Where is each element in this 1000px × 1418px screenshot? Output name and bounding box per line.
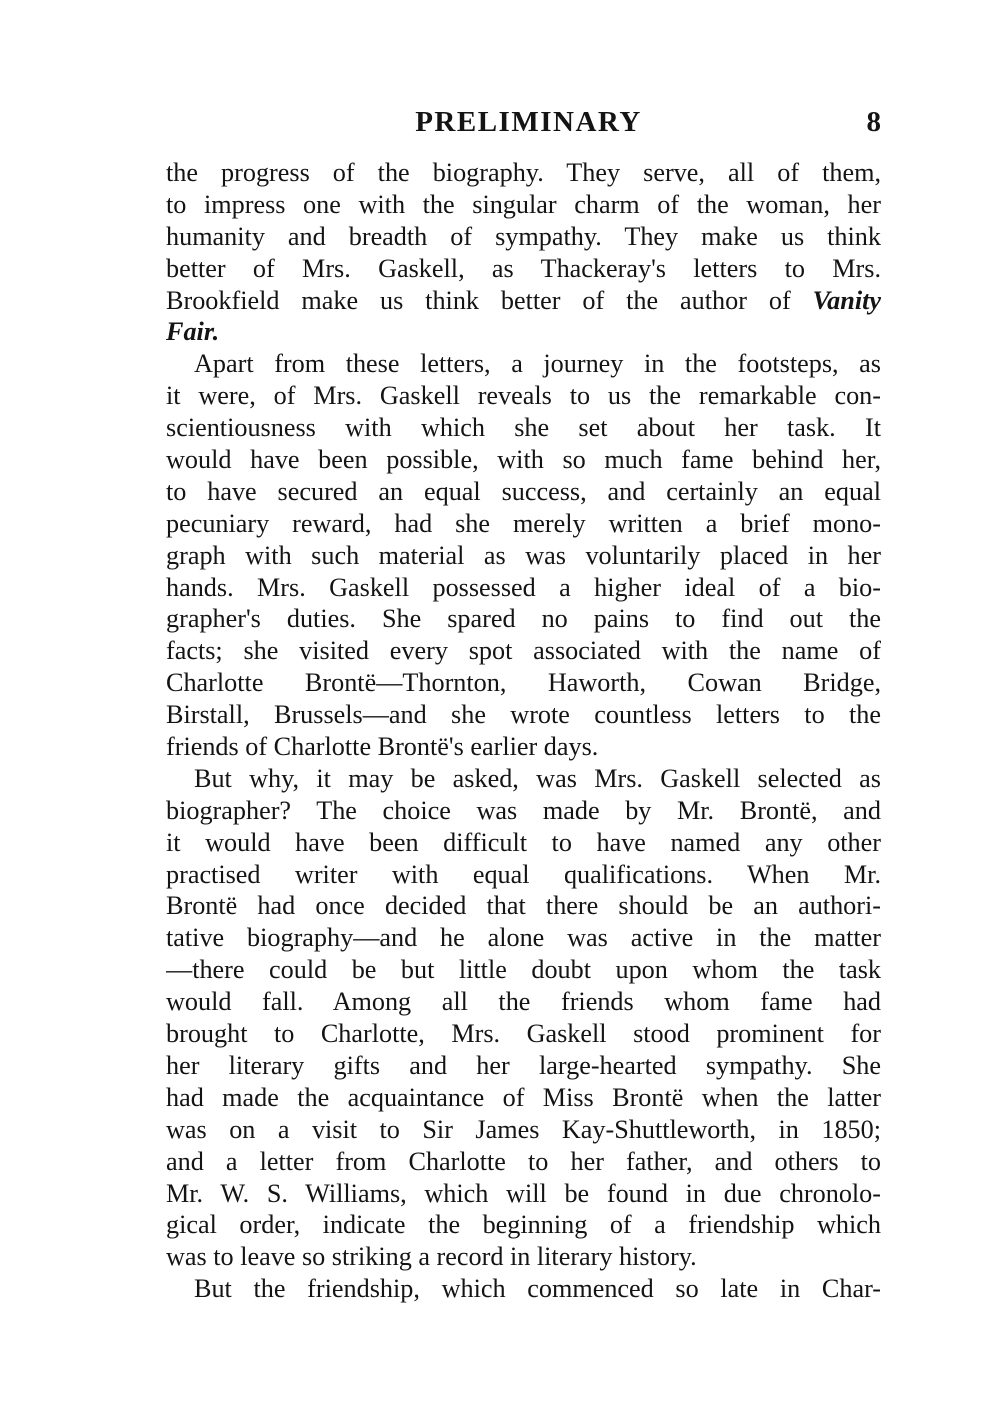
text-line: graph with such material as was voluntarily placed in her bbox=[166, 540, 881, 570]
text-line: had made the acquaintance of Miss Brontë when the latter bbox=[166, 1082, 881, 1112]
body-text bbox=[166, 157, 881, 1305]
text-line: it would have been difficult to have named any other bbox=[166, 827, 881, 857]
text-line: would fall. Among all the friends whom fame had bbox=[166, 987, 881, 1017]
text-line: her literary gifts and her large-hearted sympathy. She bbox=[166, 1050, 881, 1080]
text-line: it were, of Mrs. Gaskell reveals to us the remarkable con- bbox=[166, 381, 881, 411]
italic-title: Fair. bbox=[166, 317, 220, 347]
text-line: Brontë had once decided that there should be an authori- bbox=[166, 891, 881, 921]
paragraph-first-line: But why, it may be asked, was Mrs. Gaskell selected as bbox=[194, 763, 881, 793]
text-line: would have been possible, with so much fame behind her, bbox=[166, 445, 881, 475]
text-line: pecuniary reward, had she merely written a brief mono- bbox=[166, 508, 881, 538]
text-segment: Brookfield make us think better of the author of bbox=[166, 285, 791, 315]
text-line: better of Mrs. Gaskell, as Thackeray's letters to Mrs. bbox=[166, 253, 881, 283]
text-line: friends of Charlotte Brontë's earlier days. bbox=[166, 732, 599, 762]
text-line: to impress one with the singular charm of the woman, her bbox=[166, 189, 881, 219]
text-line: facts; she visited every spot associated with the name of bbox=[166, 636, 881, 666]
text-line: to have secured an equal success, and certainly an equal bbox=[166, 476, 881, 506]
paragraph-first-line: But the friendship, which commenced so late in Char- bbox=[194, 1274, 881, 1304]
text-line bbox=[166, 316, 881, 348]
italic-title: Vanity bbox=[812, 285, 881, 315]
text-line: biographer? The choice was made by Mr. Brontë, and bbox=[166, 795, 881, 825]
text-line bbox=[166, 285, 881, 317]
running-head bbox=[166, 104, 881, 144]
text-line: tative biography—and he alone was active in the matter bbox=[166, 923, 881, 953]
running-title: PRELIMINARY bbox=[415, 106, 642, 138]
text-line: hands. Mrs. Gaskell possessed a higher ideal of a bio- bbox=[166, 572, 881, 602]
text-line: practised writer with equal qualifications. When Mr. bbox=[166, 859, 881, 889]
text-line: was on a visit to Sir James Kay-Shuttleworth, in 1850; bbox=[166, 1114, 881, 1144]
text-line: was to leave so striking a record in literary history. bbox=[166, 1242, 697, 1272]
text-line: Birstall, Brussels—and she wrote countless letters to the bbox=[166, 700, 881, 730]
text-line: —there could be but little doubt upon whom the task bbox=[166, 955, 881, 985]
text-line: Mr. W. S. Williams, which will be found in due chronolo- bbox=[166, 1178, 881, 1208]
paragraph-first-line: Apart from these letters, a journey in the footsteps, as bbox=[194, 349, 881, 379]
text-line: brought to Charlotte, Mrs. Gaskell stood prominent for bbox=[166, 1019, 881, 1049]
text-line: humanity and breadth of sympathy. They make us think bbox=[166, 221, 881, 251]
text-line: Charlotte Brontë—Thornton, Haworth, Cowan Bridge, bbox=[166, 668, 881, 698]
text-line: and a letter from Charlotte to her father, and others to bbox=[166, 1146, 881, 1176]
text-line: scientiousness with which she set about her task. It bbox=[166, 413, 881, 443]
text-line: grapher's duties. She spared no pains to find out the bbox=[166, 604, 881, 634]
text-line: gical order, indicate the beginning of a friendship which bbox=[166, 1210, 881, 1240]
text-line: the progress of the biography. They serve, all of them, bbox=[166, 158, 881, 187]
page-number: 8 bbox=[866, 106, 881, 138]
